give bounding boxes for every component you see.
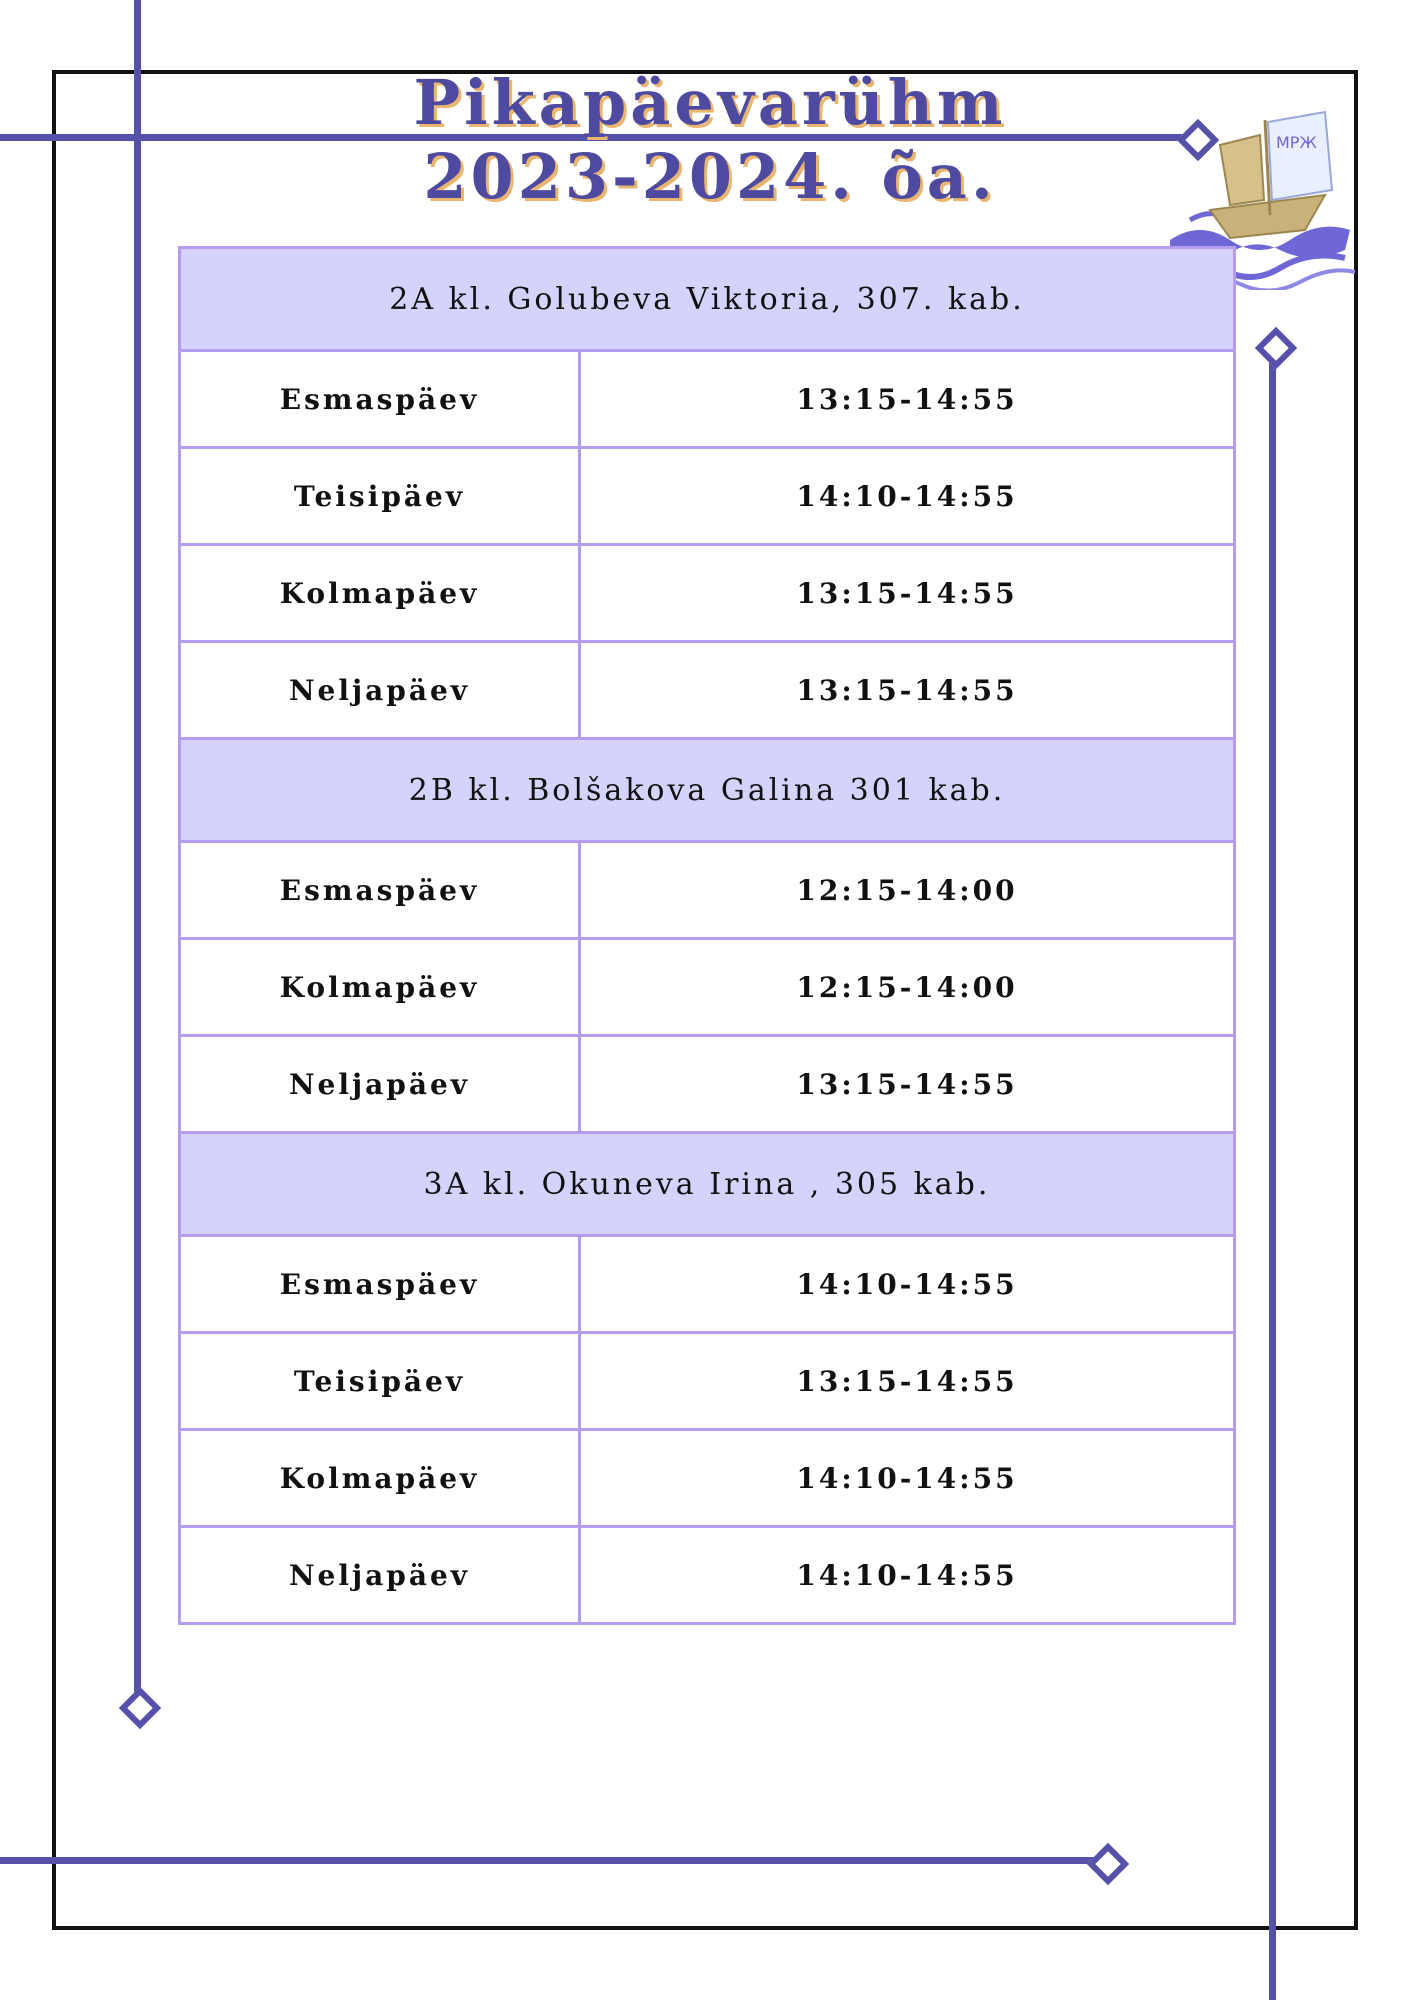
group-header-row xyxy=(180,1133,1235,1236)
day-cell: Kolmapäev xyxy=(180,545,580,642)
table-row xyxy=(180,1036,1235,1133)
day-cell: Kolmapäev xyxy=(180,1430,580,1527)
day-cell: Teisipäev xyxy=(180,1333,580,1430)
day-cell: Esmaspäev xyxy=(180,351,580,448)
group-header: 2B kl. Bolšakova Galina 301 kab. xyxy=(180,739,1235,842)
group-header-row xyxy=(180,739,1235,842)
table-row xyxy=(180,351,1235,448)
day-cell: Neljapäev xyxy=(180,1036,580,1133)
time-cell: 13:15-14:55 xyxy=(580,1333,1235,1430)
accent-line-left-vertical xyxy=(134,0,141,1700)
accent-line-bottom-horizontal xyxy=(0,1857,1100,1864)
title-line-1: Pikapäevarühm xyxy=(413,66,1007,139)
time-cell: 14:10-14:55 xyxy=(580,1430,1235,1527)
logo-text: МРЖ xyxy=(1276,133,1317,152)
day-cell: Esmaspäev xyxy=(180,1236,580,1333)
time-cell: 14:10-14:55 xyxy=(580,448,1235,545)
table-row xyxy=(180,642,1235,739)
accent-line-right-vertical xyxy=(1269,344,1276,2000)
table-row xyxy=(180,448,1235,545)
time-cell: 13:15-14:55 xyxy=(580,1036,1235,1133)
day-cell: Kolmapäev xyxy=(180,939,580,1036)
table-row xyxy=(180,1430,1235,1527)
table-row xyxy=(180,842,1235,939)
group-header: 3A kl. Okuneva Irina , 305 kab. xyxy=(180,1133,1235,1236)
day-cell: Teisipäev xyxy=(180,448,580,545)
time-cell: 12:15-14:00 xyxy=(580,842,1235,939)
table-row xyxy=(180,1236,1235,1333)
group-header: 2A kl. Golubeva Viktoria, 307. kab. xyxy=(180,248,1235,351)
time-cell: 14:10-14:55 xyxy=(580,1527,1235,1624)
table-row xyxy=(180,1333,1235,1430)
time-cell: 13:15-14:55 xyxy=(580,642,1235,739)
time-cell: 14:10-14:55 xyxy=(580,1236,1235,1333)
time-cell: 13:15-14:55 xyxy=(580,545,1235,642)
day-cell: Esmaspäev xyxy=(180,842,580,939)
group-header-row xyxy=(180,248,1235,351)
time-cell: 12:15-14:00 xyxy=(580,939,1235,1036)
table-row xyxy=(180,1527,1235,1624)
schedule-table xyxy=(178,246,1236,1625)
time-cell: 13:15-14:55 xyxy=(580,351,1235,448)
table-row xyxy=(180,545,1235,642)
day-cell: Neljapäev xyxy=(180,642,580,739)
day-cell: Neljapäev xyxy=(180,1527,580,1624)
title-line-2: 2023-2024. õa. xyxy=(423,140,997,213)
table-row xyxy=(180,939,1235,1036)
page-title xyxy=(180,66,1240,214)
